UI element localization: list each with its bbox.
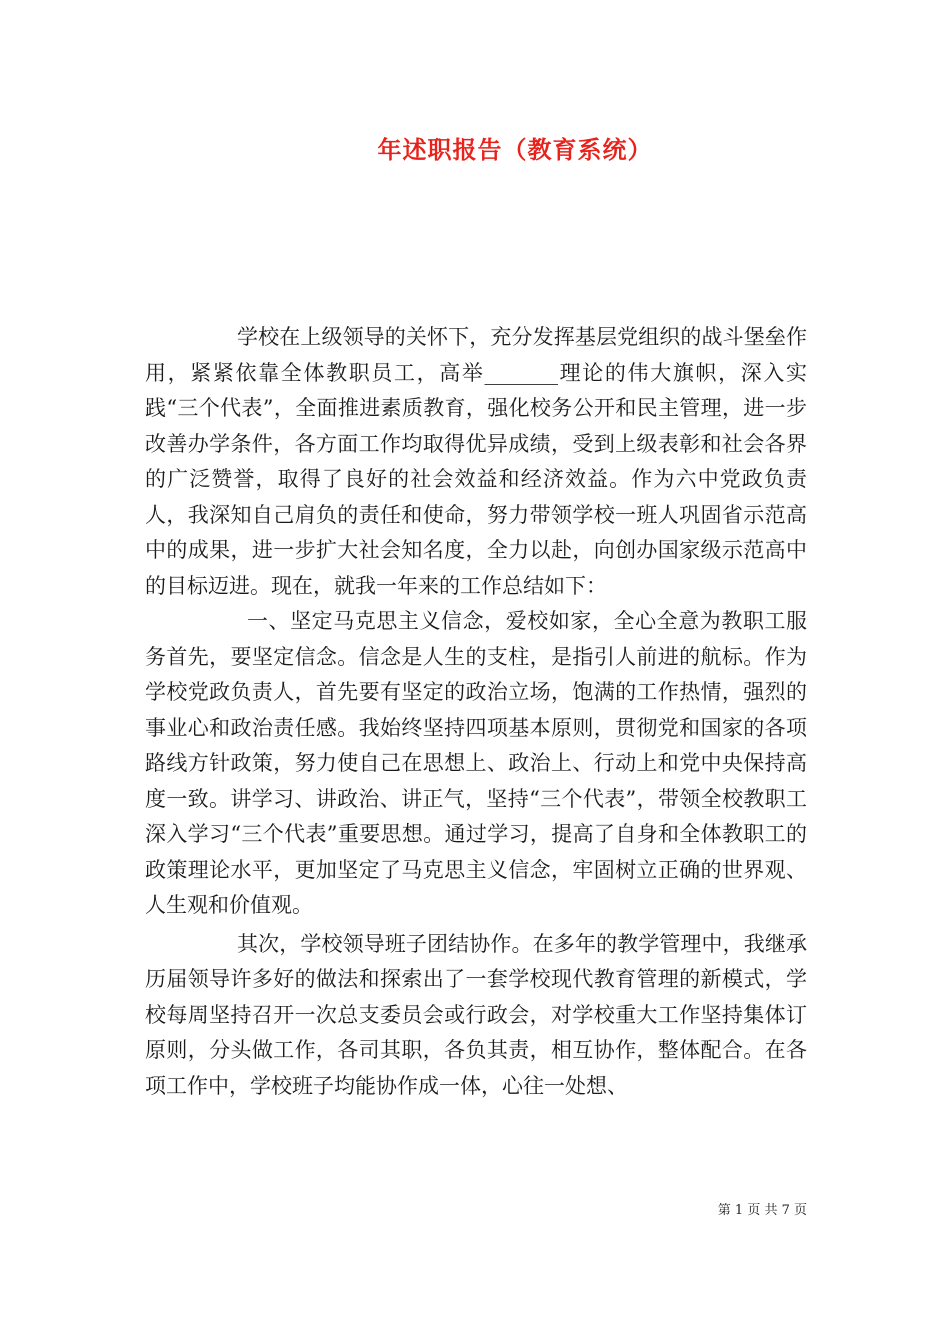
document-body	[145, 320, 807, 1104]
page-number: 第 1 页 共 7 页	[717, 1203, 807, 1218]
paragraph-section-one: 一、坚定马克思主义信念，爱校如家，全心全意为教职工服务首先，要坚定信念。信念是人生的支柱，是指引人前进的航标。作为学校党政负责人，首先要有坚定的政治立场，饱满的工作热情，强烈的事业心和政治责任感。我始终坚持四项基本原则，贯彻党和国家的各项路线方针政策，努力使自己在思想上、政治上、行动上和党中央保持高度一致。讲学习、讲政治、讲正气，坚持“三个代表”，带领全校教职工深入学习“三个代表”重要思想。通过学习，提高了自身和全体教职工的政策理论水平，更加坚定了马克思主义信念，牢固树立正确的世界观、人生观和价值观。	[145, 609, 807, 917]
paragraph-intro: 学校在上级领导的关怀下，充分发挥基层党组织的战斗堡垒作用，紧紧依靠全体教职员工，高举_______理论的伟大旗帜，深入实践“三个代表”，全面推进素质教育，强化校务公开和民主管理，进一步改善办学条件，各方面工作均取得优异成绩，受到上级表彰和社会各界的广泛赞誉，取得了良好的社会效益和经济效益。作为六中党政负责人，我深知自己肩负的责任和使命，努力带领学校一班人巩固省示范高中的成果，进一步扩大社会知名度，全力以赴，向创办国家级示范高中的目标迈进。现在，就我一年来的工作总结如下：	[145, 325, 807, 598]
paragraph-second: 其次，学校领导班子团结协作。在多年的教学管理中，我继承历届领导许多好的做法和探索出了一套学校现代教育管理的新模式，学校每周坚持召开一次总支委员会或行政会，对学校重大工作坚持集体订原则，分头做工作，各司其职，各负其责，相互协作，整体配合。在各项工作中，学校班子均能协作成一体，心往一处想、	[145, 931, 807, 1098]
document-title: 年述职报告（教育系统）	[377, 136, 653, 164]
